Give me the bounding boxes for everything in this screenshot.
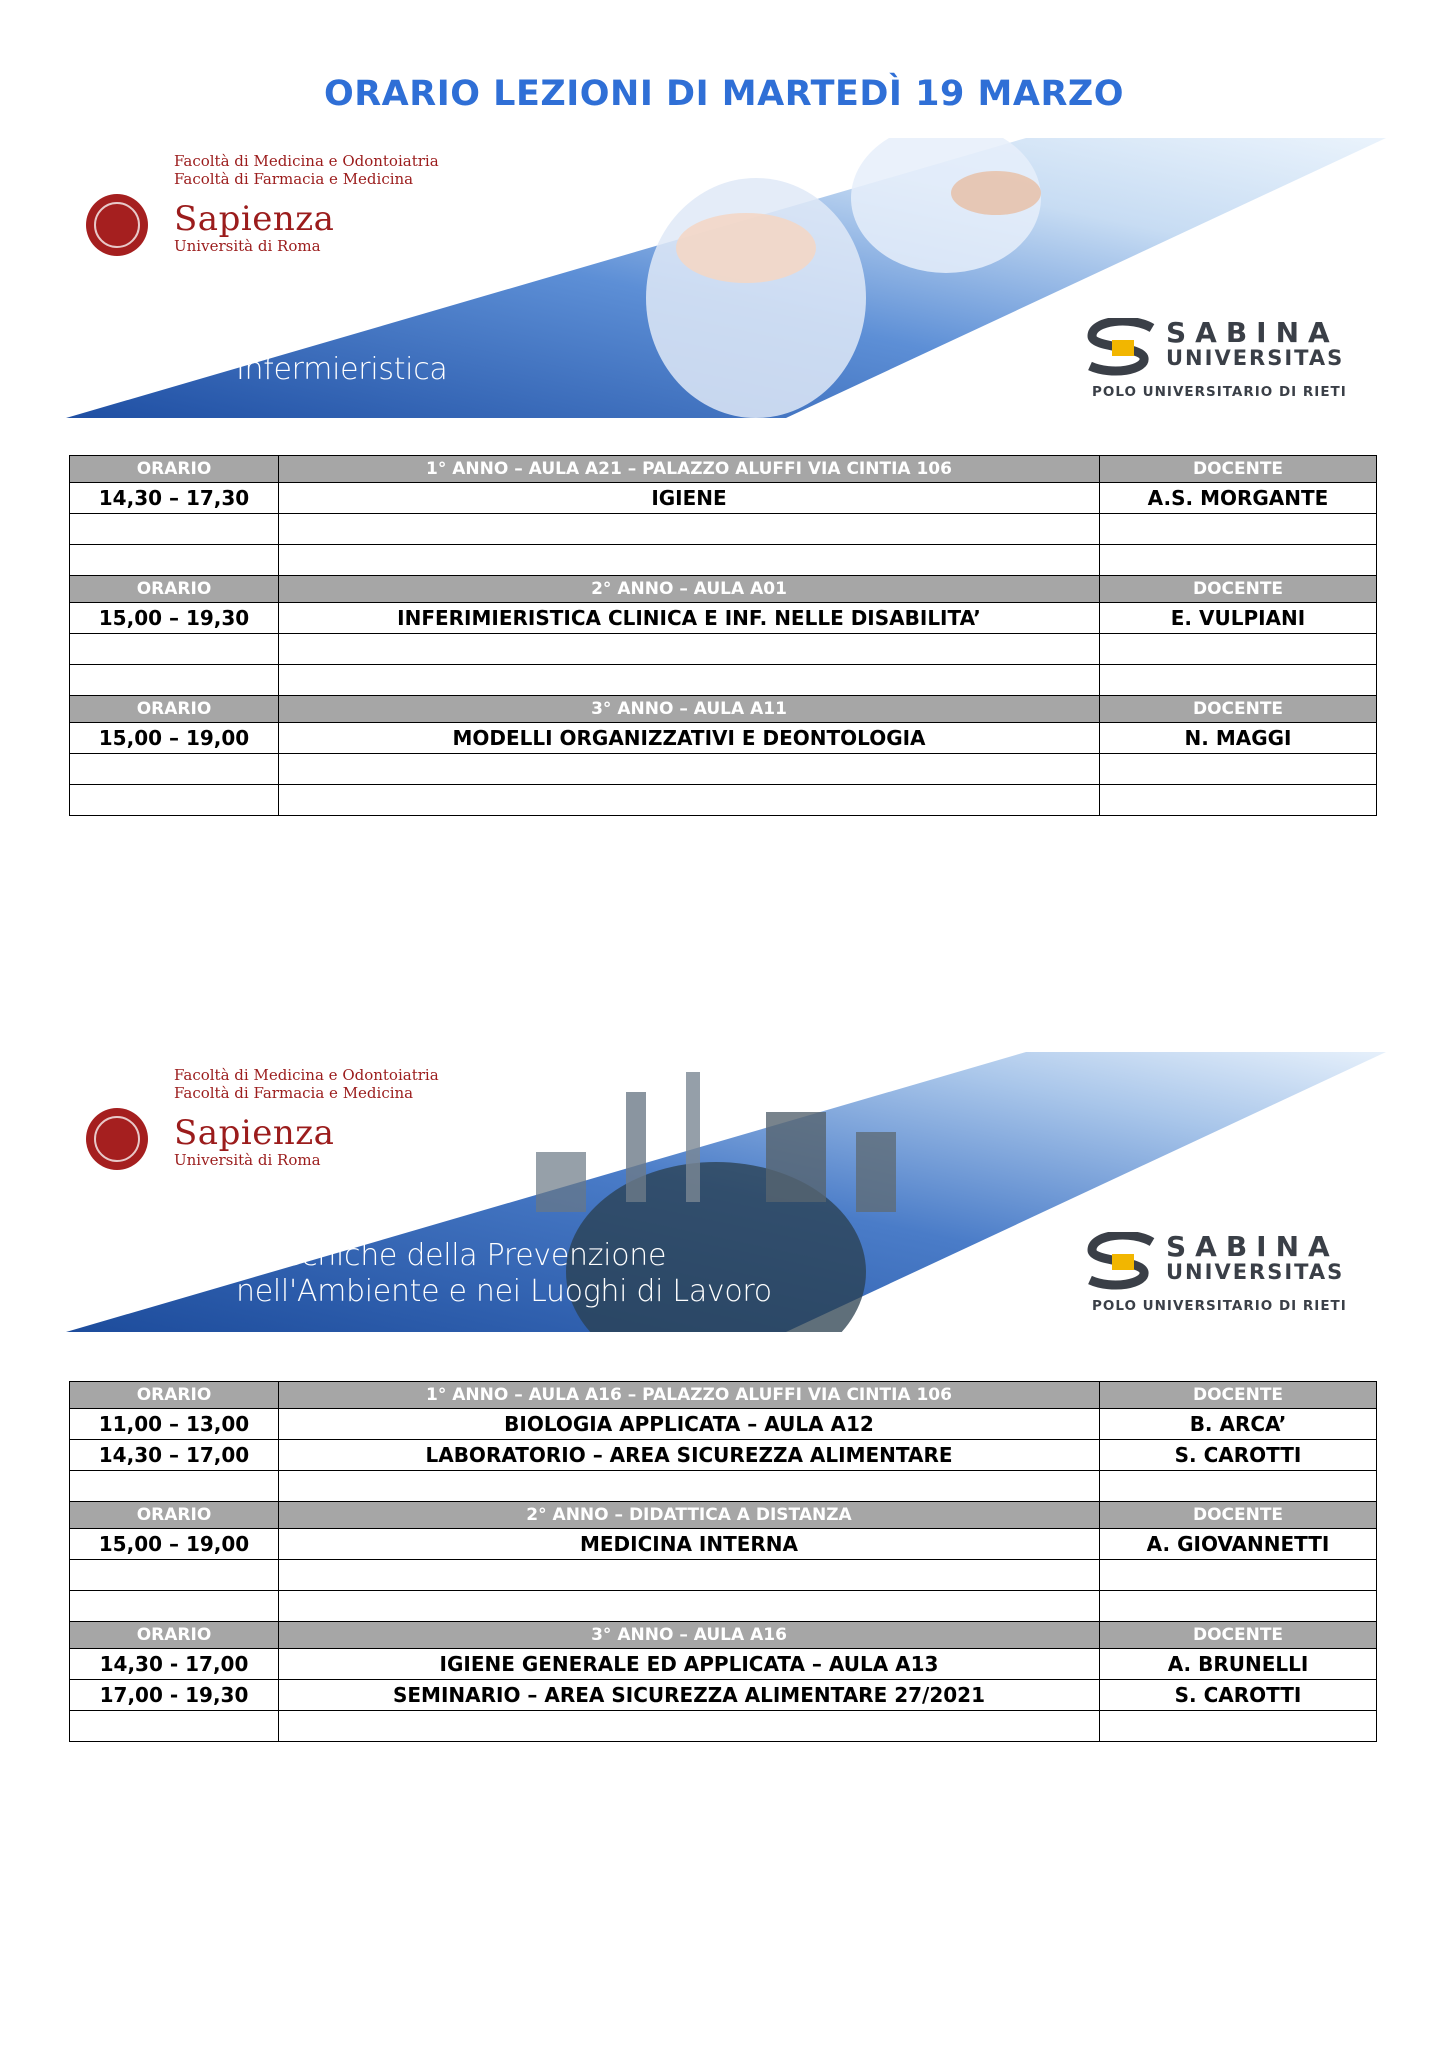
teacher-cell xyxy=(1100,634,1377,665)
subject-cell: INFERIMIERISTICA CLINICA E INF. NELLE DISABILITA’ xyxy=(279,603,1100,634)
table-row xyxy=(70,1591,1377,1622)
teacher-cell xyxy=(1100,665,1377,696)
time-cell: 15,00 – 19,00 xyxy=(70,1529,279,1560)
teacher-cell: E. VULPIANI xyxy=(1100,603,1377,634)
table-header-row xyxy=(70,1382,1377,1409)
teacher-cell: N. MAGGI xyxy=(1100,723,1377,754)
table-header-row xyxy=(70,576,1377,603)
header-cell-orario: ORARIO xyxy=(70,576,279,603)
course-title-line-1: Tecniche della Prevenzione xyxy=(270,1238,667,1273)
subject-cell: MEDICINA INTERNA xyxy=(279,1529,1100,1560)
header-cell-orario: ORARIO xyxy=(70,456,279,483)
subject-cell xyxy=(279,1591,1100,1622)
table-header-row xyxy=(70,456,1377,483)
teacher-cell xyxy=(1100,1591,1377,1622)
header-cell-orario: ORARIO xyxy=(70,1502,279,1529)
time-cell: 11,00 – 13,00 xyxy=(70,1409,279,1440)
teacher-cell xyxy=(1100,1471,1377,1502)
header-cell-orario: ORARIO xyxy=(70,696,279,723)
partner-subtitle: UNIVERSITAS xyxy=(1166,346,1345,370)
time-cell: 17,00 - 19,30 xyxy=(70,1680,279,1711)
header-cell-anno: 2° ANNO – AULA A01 xyxy=(279,576,1100,603)
subject-cell xyxy=(279,665,1100,696)
header-cell-docente: DOCENTE xyxy=(1100,1502,1377,1529)
subject-cell xyxy=(279,634,1100,665)
subject-cell: BIOLOGIA APPLICATA – AULA A12 xyxy=(279,1409,1100,1440)
table-row xyxy=(70,754,1377,785)
course-title-line-1: Infermieristica xyxy=(236,352,448,387)
time-cell xyxy=(70,1471,279,1502)
sapienza-seal-logo xyxy=(86,194,148,256)
table-row xyxy=(70,1440,1377,1471)
teacher-cell: S. CAROTTI xyxy=(1100,1680,1377,1711)
header-cell-anno: 3° ANNO – AULA A16 xyxy=(279,1622,1100,1649)
teacher-cell xyxy=(1100,1711,1377,1742)
time-cell xyxy=(70,665,279,696)
table-row xyxy=(70,665,1377,696)
university-name: Sapienza xyxy=(174,1113,335,1153)
teacher-cell: B. ARCA’ xyxy=(1100,1409,1377,1440)
table-header-row xyxy=(70,1502,1377,1529)
teacher-cell: A. BRUNELLI xyxy=(1100,1649,1377,1680)
time-cell xyxy=(70,545,279,576)
teacher-cell: A. GIOVANNETTI xyxy=(1100,1529,1377,1560)
subject-cell xyxy=(279,514,1100,545)
subject-cell xyxy=(279,545,1100,576)
header-cell-docente: DOCENTE xyxy=(1100,696,1377,723)
sapienza-seal-logo xyxy=(86,1108,148,1170)
teacher-cell xyxy=(1100,545,1377,576)
partner-subtitle: UNIVERSITAS xyxy=(1166,1260,1345,1284)
time-cell xyxy=(70,514,279,545)
faculty-line-1: Facoltà di Medicina e Odontoiatria xyxy=(174,1066,439,1084)
time-cell: 14,30 – 17,30 xyxy=(70,483,279,514)
time-cell: 14,30 – 17,00 xyxy=(70,1440,279,1471)
time-cell xyxy=(70,754,279,785)
time-cell xyxy=(70,634,279,665)
faculty-line-1: Facoltà di Medicina e Odontoiatria xyxy=(174,152,439,170)
subject-cell xyxy=(279,1560,1100,1591)
course-title xyxy=(236,1238,772,1310)
table-row xyxy=(70,1560,1377,1591)
table-row xyxy=(70,545,1377,576)
teacher-cell xyxy=(1100,1560,1377,1591)
page-title: ORARIO LEZIONI DI MARTEDÌ 19 MARZO xyxy=(323,74,1125,114)
header-cell-anno: 1° ANNO – AULA A16 – PALAZZO ALUFFI VIA CINTIA 106 xyxy=(279,1382,1100,1409)
teacher-cell xyxy=(1100,514,1377,545)
header-cell-anno: 3° ANNO – AULA A11 xyxy=(279,696,1100,723)
header-cell-anno: 2° ANNO – DIDATTICA A DISTANZA xyxy=(279,1502,1100,1529)
table-row xyxy=(70,1711,1377,1742)
header-cell-docente: DOCENTE xyxy=(1100,456,1377,483)
table-row xyxy=(70,1471,1377,1502)
subject-cell xyxy=(279,785,1100,816)
sapienza-wordmark xyxy=(174,200,334,254)
sabina-s-icon xyxy=(1082,318,1160,378)
teacher-cell xyxy=(1100,754,1377,785)
header-cell-docente: DOCENTE xyxy=(1100,1622,1377,1649)
table-row xyxy=(70,723,1377,754)
sabina-universitas-logo xyxy=(1082,316,1372,406)
teacher-cell: A.S. MORGANTE xyxy=(1100,483,1377,514)
subject-cell: LABORATORIO – AREA SICUREZZA ALIMENTARE xyxy=(279,1440,1100,1471)
course-banner-infermieristica xyxy=(66,138,1386,418)
faculty-names xyxy=(174,1066,439,1102)
faculty-names xyxy=(174,152,439,188)
table-row xyxy=(70,1649,1377,1680)
header-cell-docente: DOCENTE xyxy=(1100,576,1377,603)
time-cell: 15,00 – 19,00 xyxy=(70,723,279,754)
partner-tagline: POLO UNIVERSITARIO DI RIETI xyxy=(1092,384,1347,400)
subject-cell: IGIENE GENERALE ED APPLICATA – AULA A13 xyxy=(279,1649,1100,1680)
table-row xyxy=(70,634,1377,665)
sabina-universitas-logo xyxy=(1082,1230,1372,1320)
partner-name: SABINA xyxy=(1166,316,1339,349)
course-banner-prevenzione xyxy=(66,1052,1386,1332)
time-cell xyxy=(70,1711,279,1742)
time-cell: 14,30 - 17,00 xyxy=(70,1649,279,1680)
subject-cell xyxy=(279,754,1100,785)
university-subtitle: Università di Roma xyxy=(174,237,321,255)
table-row xyxy=(70,483,1377,514)
subject-cell: SEMINARIO – AREA SICUREZZA ALIMENTARE 27/2021 xyxy=(279,1680,1100,1711)
university-name: Sapienza xyxy=(174,199,335,239)
schedule-table-infermieristica xyxy=(69,455,1377,816)
subject-cell: IGIENE xyxy=(279,483,1100,514)
course-title-line-2: nell'Ambiente e nei Luoghi di Lavoro xyxy=(236,1274,772,1309)
table-row xyxy=(70,1409,1377,1440)
time-cell xyxy=(70,1591,279,1622)
time-cell xyxy=(70,785,279,816)
table-row xyxy=(70,1680,1377,1711)
university-subtitle: Università di Roma xyxy=(174,1151,321,1169)
table-row xyxy=(70,603,1377,634)
schedule-table-prevenzione xyxy=(69,1381,1377,1742)
sabina-s-icon xyxy=(1082,1232,1160,1292)
table-row xyxy=(70,785,1377,816)
partner-name: SABINA xyxy=(1166,1230,1339,1263)
partner-tagline: POLO UNIVERSITARIO DI RIETI xyxy=(1092,1298,1347,1314)
time-cell xyxy=(70,1560,279,1591)
faculty-line-2: Facoltà di Farmacia e Medicina xyxy=(174,1084,414,1102)
table-header-row xyxy=(70,1622,1377,1649)
header-cell-orario: ORARIO xyxy=(70,1622,279,1649)
subject-cell: MODELLI ORGANIZZATIVI E DEONTOLOGIA xyxy=(279,723,1100,754)
header-cell-orario: ORARIO xyxy=(70,1382,279,1409)
time-cell: 15,00 – 19,30 xyxy=(70,603,279,634)
sapienza-wordmark xyxy=(174,1114,334,1168)
course-title xyxy=(236,352,447,388)
subject-cell xyxy=(279,1711,1100,1742)
table-row xyxy=(70,514,1377,545)
subject-cell xyxy=(279,1471,1100,1502)
table-row xyxy=(70,1529,1377,1560)
table-header-row xyxy=(70,696,1377,723)
teacher-cell xyxy=(1100,785,1377,816)
header-cell-docente: DOCENTE xyxy=(1100,1382,1377,1409)
faculty-line-2: Facoltà di Farmacia e Medicina xyxy=(174,170,414,188)
teacher-cell: S. CAROTTI xyxy=(1100,1440,1377,1471)
header-cell-anno: 1° ANNO – AULA A21 – PALAZZO ALUFFI VIA CINTIA 106 xyxy=(279,456,1100,483)
